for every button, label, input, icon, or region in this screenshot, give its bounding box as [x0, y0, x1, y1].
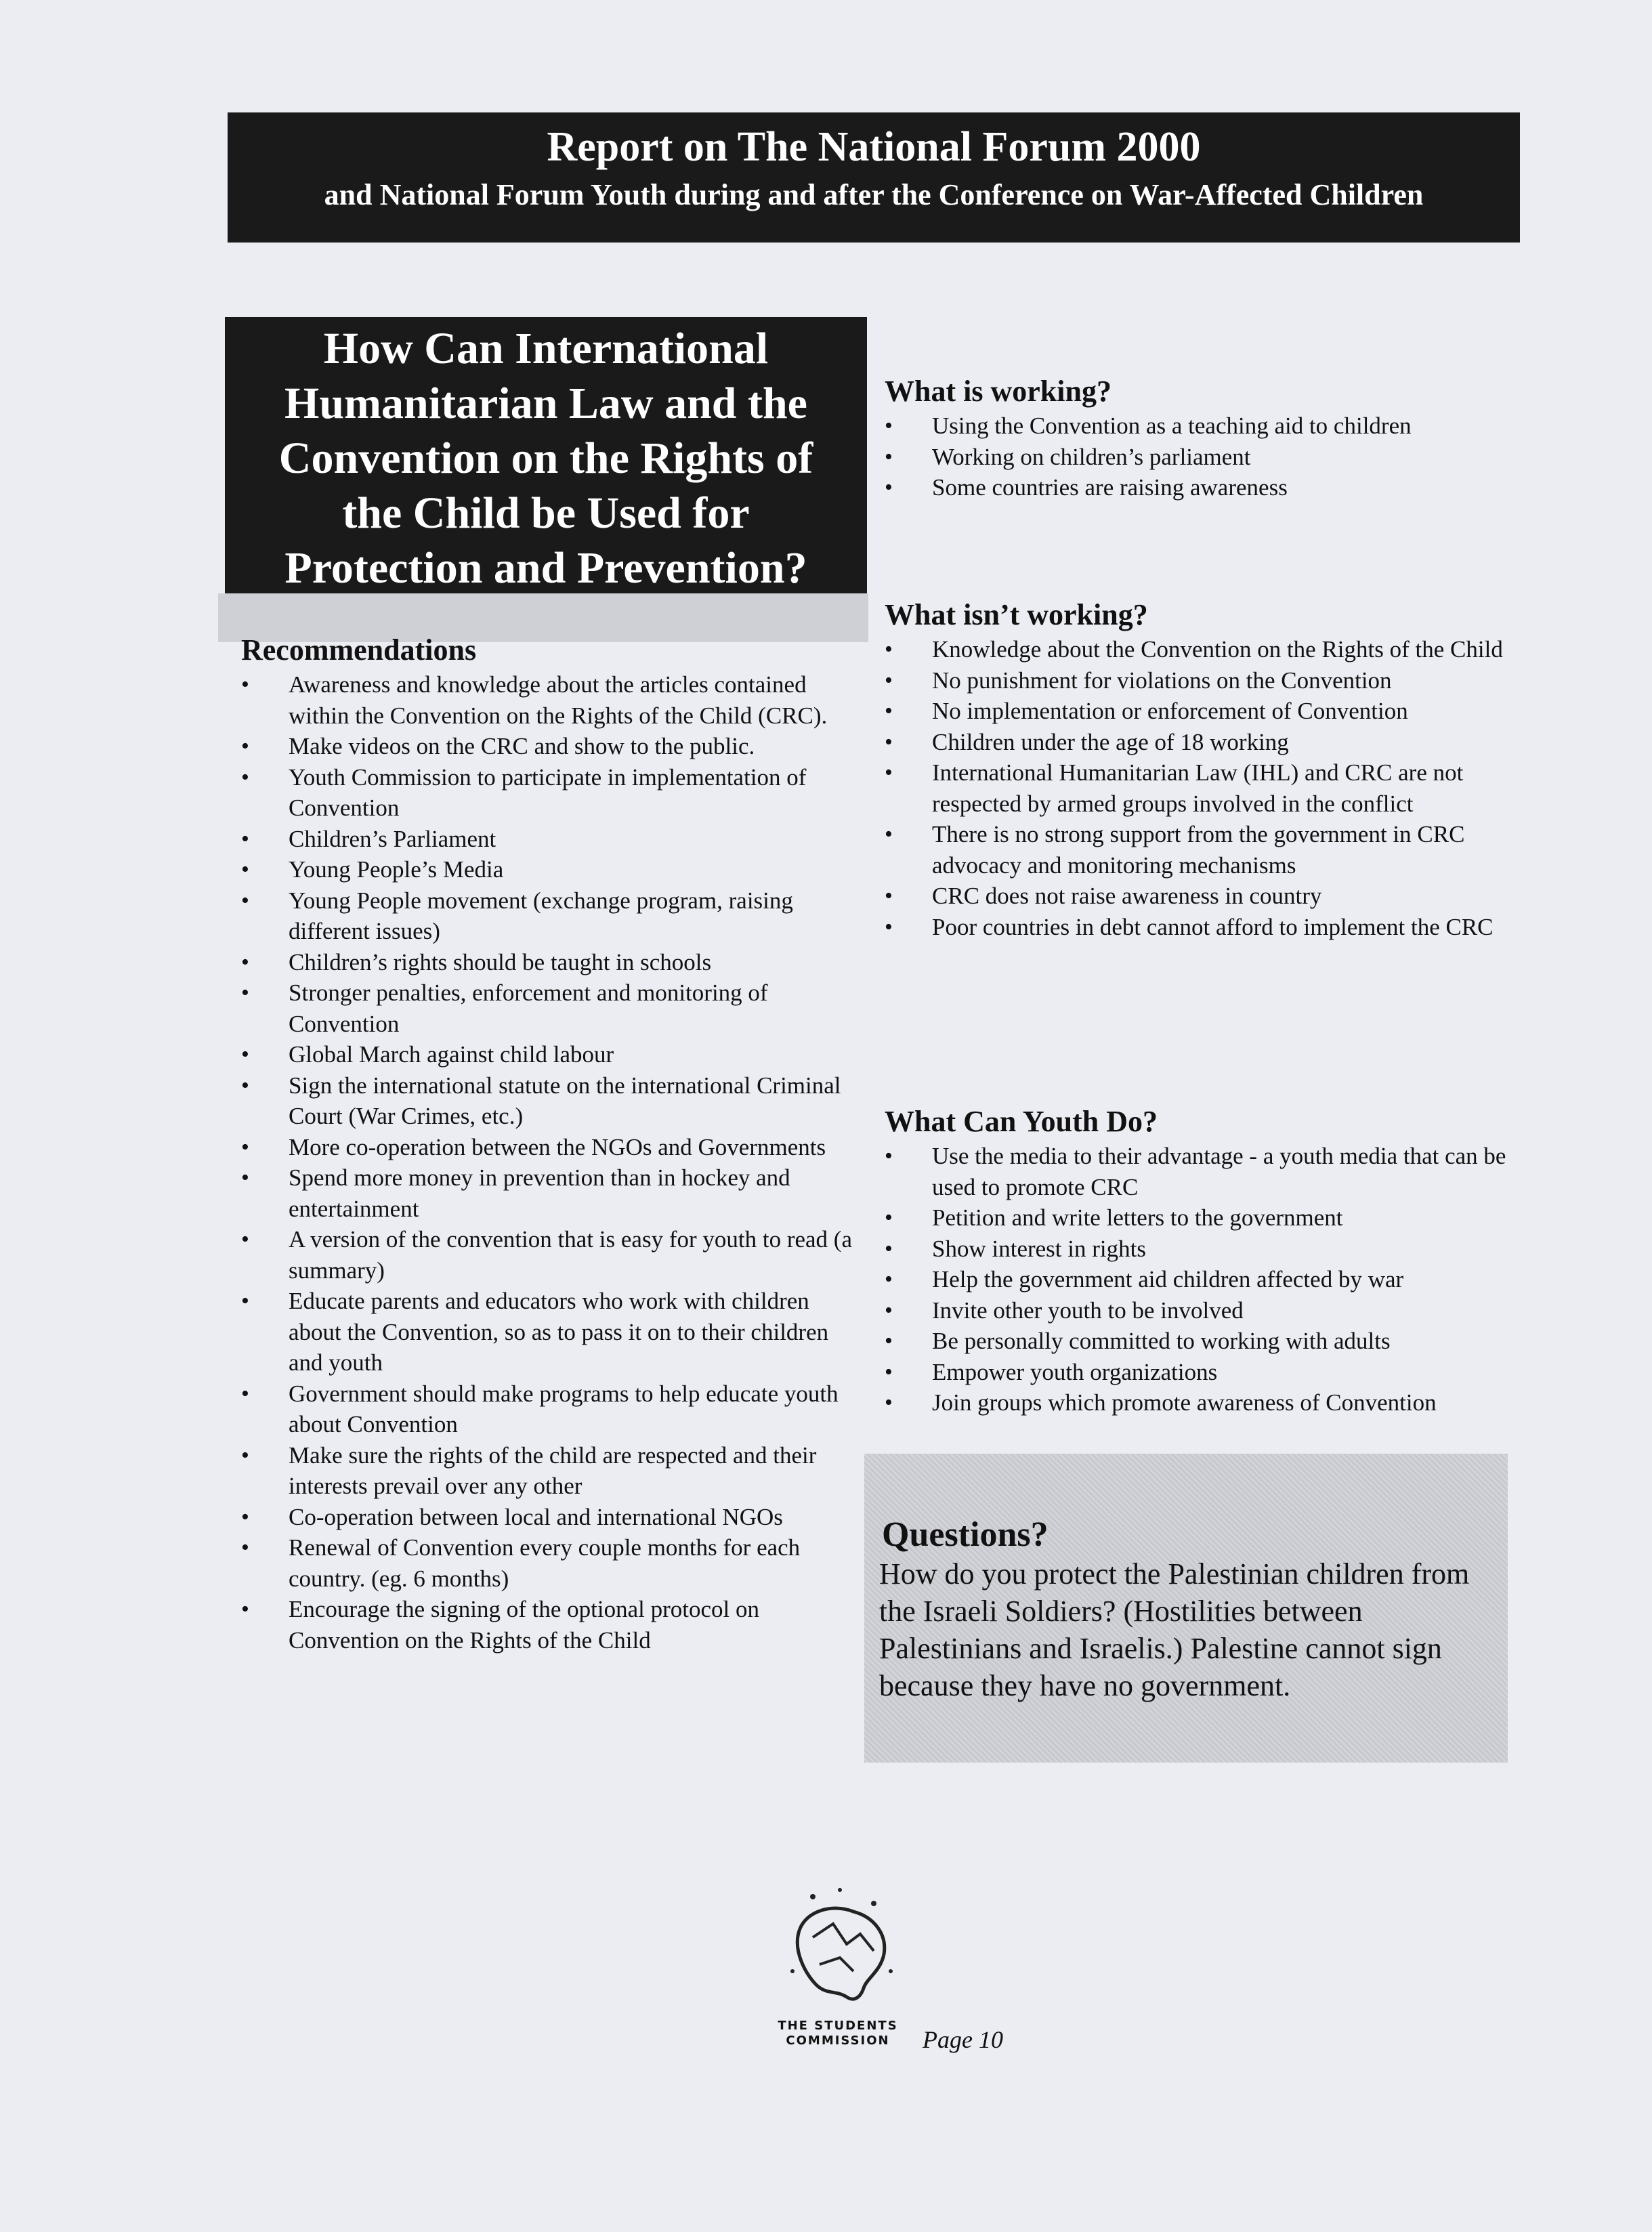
list-item: • Young People’s Media — [241, 854, 857, 885]
list-item: • Co-operation between local and international NGOs — [241, 1502, 857, 1533]
not-working-section — [885, 596, 1515, 942]
main-question-line: How Can International — [323, 324, 769, 373]
recommendations-list — [241, 669, 857, 1656]
questions-panel — [864, 1454, 1508, 1763]
list-item: • Global March against child labour — [241, 1039, 857, 1070]
list-item: • Educate parents and educators who work with children about the Convention, so as to pass it on to their children and youth — [241, 1286, 857, 1378]
recommendations-section — [241, 631, 857, 1656]
working-heading: What is working? — [885, 375, 1111, 408]
list-item: • Invite other youth to be involved — [885, 1295, 1515, 1326]
report-subtitle: and National Forum Youth during and after the Conference on War-Affected Children — [324, 178, 1424, 211]
working-section — [885, 373, 1515, 503]
recommendations-heading: Recommendations — [241, 633, 477, 667]
list-item: • Young People movement (exchange program, raising different issues) — [241, 885, 857, 947]
list-item: • CRC does not raise awareness in country — [885, 881, 1515, 912]
list-item: • Show interest in rights — [885, 1234, 1515, 1265]
list-item: • Use the media to their advantage - a youth media that can be used to promote CRC — [885, 1141, 1515, 1202]
list-item: • No punishment for violations on the Convention — [885, 665, 1515, 696]
list-item: • There is no strong support from the government in CRC advocacy and monitoring mechanisms — [885, 819, 1515, 881]
list-item: • Children under the age of 18 working — [885, 727, 1515, 758]
list-item: • Petition and write letters to the government — [885, 1202, 1515, 1234]
list-item: • Youth Commission to participate in implementation of Convention — [241, 762, 857, 824]
list-item: • Be personally committed to working with adults — [885, 1326, 1515, 1357]
list-item: • Knowledge about the Convention on the Rights of the Child — [885, 634, 1515, 665]
youth-heading: What Can Youth Do? — [885, 1105, 1158, 1138]
page-number: Page 10 — [923, 2026, 1003, 2053]
list-item: • Spend more money in prevention than in hockey and entertainment — [241, 1162, 857, 1224]
main-question-line: Humanitarian Law and the — [284, 379, 807, 428]
list-item: • Government should make programs to help educate youth about Convention — [241, 1378, 857, 1440]
main-question-box — [225, 317, 867, 593]
youth-section — [885, 1103, 1515, 1418]
main-question-line: Protection and Prevention? — [284, 543, 807, 593]
list-item: • Children’s Parliament — [241, 824, 857, 855]
list-item: • Empower youth organizations — [885, 1357, 1515, 1388]
report-title: Report on The National Forum 2000 — [547, 124, 1201, 170]
youth-list — [885, 1141, 1515, 1418]
list-item: • A version of the convention that is easy for youth to read (a summary) — [241, 1224, 857, 1286]
logo-text: THE STUDENTS COMMISSION — [778, 2019, 898, 2048]
list-item: • Make sure the rights of the child are respected and their interests prevail over any other — [241, 1440, 857, 1502]
list-item: • Help the government aid children affected by war — [885, 1264, 1515, 1295]
list-item: • Using the Convention as a teaching aid to children — [885, 410, 1515, 442]
list-item: • Awareness and knowledge about the articles contained within the Convention on the Rights of the Child (CRC). — [241, 669, 857, 731]
list-item: • Renewal of Convention every couple months for each country. (eg. 6 months) — [241, 1532, 857, 1594]
main-question-line: Convention on the Rights of — [278, 434, 813, 483]
list-item: • Join groups which promote awareness of Convention — [885, 1387, 1515, 1418]
not-working-heading: What isn’t working? — [885, 598, 1148, 631]
working-list — [885, 410, 1515, 503]
questions-body: How do you protect the Palestinian children from the Israeli Soldiers? (Hostilities between Palestinians and Israelis.) Palestine cannot sign because they have no government. — [879, 1557, 1470, 1702]
list-item: • Children’s rights should be taught in schools — [241, 947, 857, 978]
students-commission-logo-icon — [772, 1870, 908, 2025]
list-item: • More co-operation between the NGOs and Governments — [241, 1132, 857, 1163]
list-item: • International Humanitarian Law (IHL) and CRC are not respected by armed groups involved in the conflict — [885, 757, 1515, 819]
questions-title: Questions? — [882, 1515, 1049, 1554]
list-item: • Make videos on the CRC and show to the public. — [241, 731, 857, 762]
list-item: • Working on children’s parliament — [885, 442, 1515, 473]
list-item: • Some countries are raising awareness — [885, 472, 1515, 503]
list-item: • Sign the international statute on the international Criminal Court (War Crimes, etc.) — [241, 1070, 857, 1132]
report-header — [228, 112, 1520, 243]
main-question-line: the Child be Used for — [342, 488, 750, 538]
list-item: • No implementation or enforcement of Convention — [885, 696, 1515, 727]
list-item: • Stronger penalties, enforcement and monitoring of Convention — [241, 977, 857, 1039]
list-item: • Poor countries in debt cannot afford to implement the CRC — [885, 912, 1515, 943]
not-working-list — [885, 634, 1515, 942]
list-item: • Encourage the signing of the optional protocol on Convention on the Rights of the Child — [241, 1594, 857, 1656]
